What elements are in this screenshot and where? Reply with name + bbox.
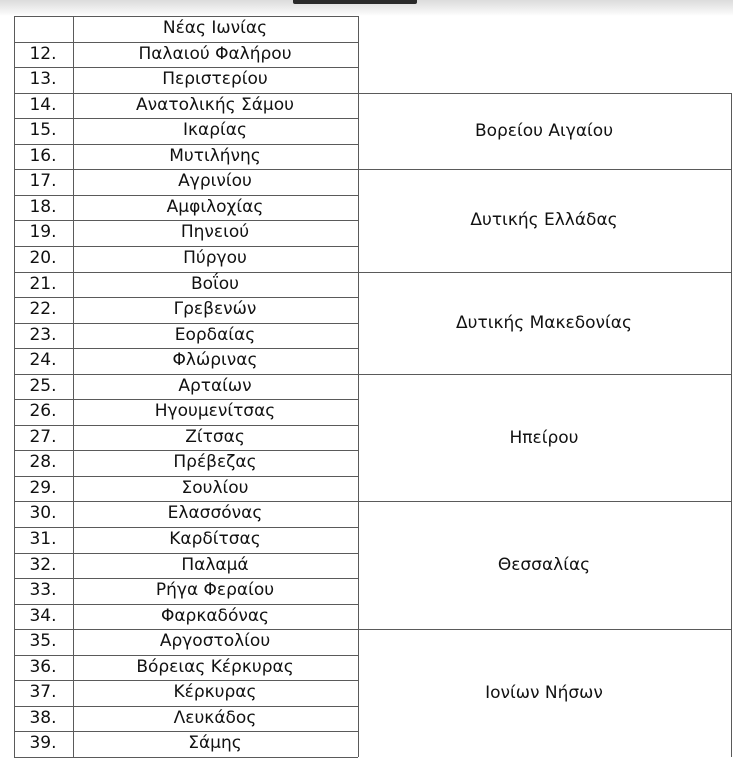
municipality-name: Φαρκαδόνας [160, 606, 270, 626]
row-number: 32. [29, 555, 57, 575]
table-top-border [14, 16, 358, 17]
municipality-name: Ζίτσας [185, 427, 245, 447]
row-number: 37. [29, 682, 57, 702]
row-number: 17. [29, 171, 57, 191]
municipality-name: Πρέβεζας [173, 452, 257, 472]
municipality-name: Αμφιλοχίας [166, 197, 264, 217]
row-number: 35. [29, 631, 57, 651]
municipality-name: Εορδαίας [174, 325, 256, 345]
row-number: 18. [29, 197, 57, 217]
row-number: 13. [29, 69, 57, 89]
row-number: 27. [29, 427, 57, 447]
municipality-name: Κέρκυρας [173, 682, 257, 702]
row-number: 33. [29, 580, 57, 600]
row-number: 14. [29, 95, 57, 115]
row-number: 25. [29, 376, 57, 396]
table-right-border [731, 93, 732, 757]
municipality-name: Ρήγα Φεραίου [155, 580, 275, 600]
municipality-name: Σάμης [188, 733, 242, 753]
municipality-name: Πηνειού [180, 222, 250, 242]
municipality-name: Λευκάδος [173, 708, 257, 728]
row-number: 38. [29, 708, 57, 728]
row-number: 31. [29, 529, 57, 549]
municipality-name: Βόρειας Κέρκυρας [136, 657, 294, 677]
municipality-name: Αρταίων [178, 376, 252, 396]
municipality-name: Νέας Ιωνίας [162, 18, 268, 38]
municipality-name: Μυτιλήνης [169, 146, 261, 166]
municipality-name: Αργοστολίου [159, 631, 271, 651]
municipality-name: Ελασσόνας [167, 503, 263, 523]
table-left-border [14, 16, 15, 757]
municipality-name: Ικαρίας [183, 120, 247, 140]
municipality-name: Παλαμά [181, 555, 249, 575]
row-number: 20. [29, 248, 57, 268]
row-number: 21. [29, 274, 57, 294]
region-name: Δυτικής Μακεδονίας [456, 313, 632, 333]
row-number: 36. [29, 657, 57, 677]
row-number: 12. [29, 44, 57, 64]
municipality-name: Ανατολικής Σάμου [136, 95, 294, 115]
municipality-name: Αγρινίου [178, 171, 252, 191]
top-tab-handle [293, 0, 417, 4]
municipality-name: Καρδίτσας [169, 529, 261, 549]
row-number: 19. [29, 222, 57, 242]
column-divider [73, 16, 74, 757]
row-number: 23. [29, 325, 57, 345]
municipality-name: Γρεβενών [173, 299, 257, 319]
region-name: Βορείου Αιγαίου [474, 121, 614, 141]
municipality-name: Ηγουμενίτσας [154, 401, 276, 421]
row-number: 15. [29, 120, 57, 140]
municipality-name: Περιστερίου [162, 69, 268, 89]
region-name: Θεσσαλίας [497, 555, 591, 575]
region-name: Ηπείρου [509, 428, 579, 448]
row-number: 29. [29, 478, 57, 498]
row-number: 30. [29, 503, 57, 523]
municipality-name: Παλαιού Φαλήρου [138, 44, 292, 64]
row-number: 39. [29, 733, 57, 753]
region-name: Δυτικής Ελλάδας [470, 210, 618, 230]
row-number: 28. [29, 452, 57, 472]
municipality-name: Βοΐου [190, 274, 240, 294]
row-number: 24. [29, 350, 57, 370]
row-number: 16. [29, 146, 57, 166]
region-name: Ιονίων Νήσων [485, 683, 603, 703]
municipality-name: Πύργου [183, 248, 247, 268]
municipality-name: Φλώρινας [172, 350, 258, 370]
row-number: 26. [29, 401, 57, 421]
row-number [14, 16, 72, 41]
row-number: 34. [29, 606, 57, 626]
municipality-name: Σουλίου [181, 478, 249, 498]
row-number: 22. [29, 299, 57, 319]
